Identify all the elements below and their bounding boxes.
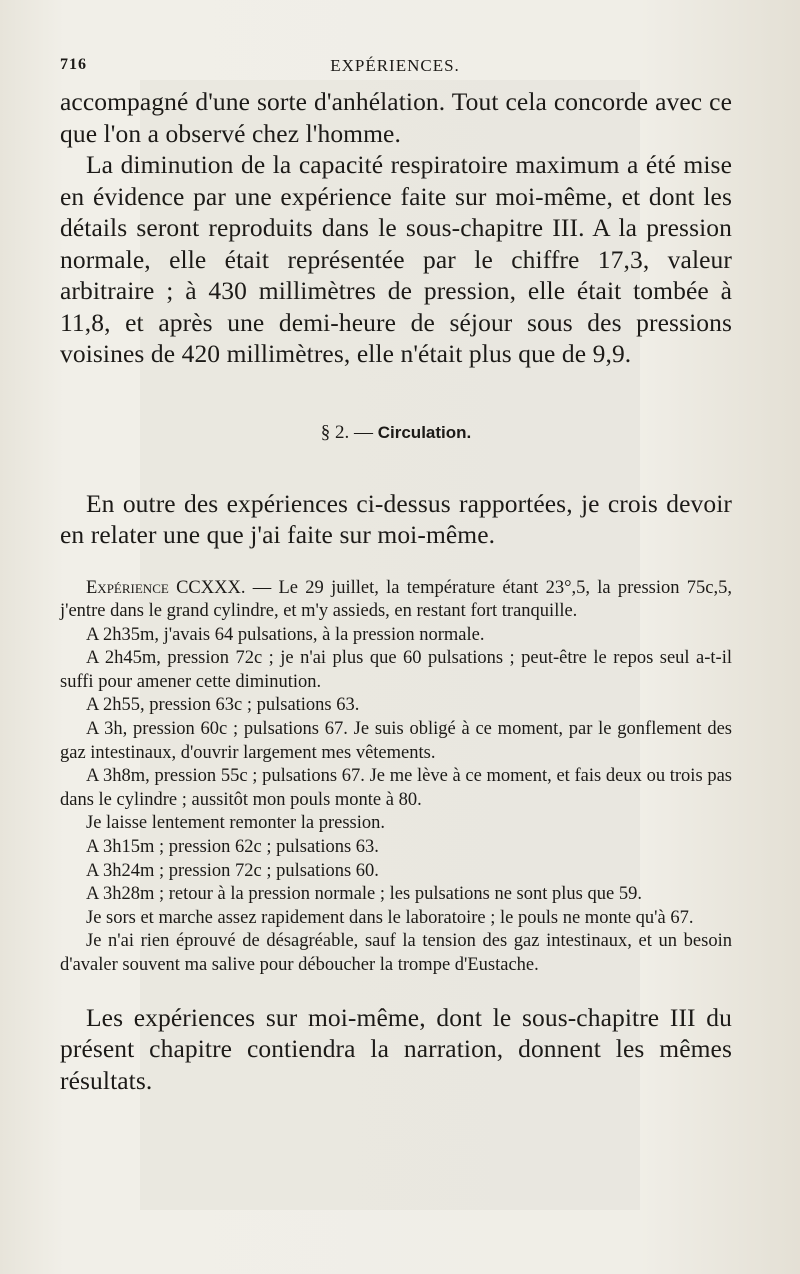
experiment-line: A 2h55, pression 63c ; pulsations 63. xyxy=(86,695,360,716)
paragraph-intro xyxy=(60,488,732,551)
section-title: Circulation. xyxy=(377,422,472,442)
experiment-line: A 3h8m, pression 55c ; pulsations 67. Je me lève à ce moment, et fais deux ou trois pas dans le cylindre ; aussitôt mon pouls monte à 80. xyxy=(60,766,732,810)
paragraph-text: La diminution de la capacité respiratoire maximum a été mise en évidence par une expérience faite sur moi-même, et dont les détails seront reproduits dans le sous-chapitre III. A la pression normale, elle était représentée par le chiffre 17,3, valeur arbitraire ; à 430 millimètres de pression, elle était tombée à 11,8, et après une demi-heure de séjour sous des pressions voisines de 420 millimètres, elle n'était plus que de 9,9. xyxy=(60,150,732,368)
experiment-block xyxy=(60,577,732,978)
running-title: EXPÉRIENCES. xyxy=(330,56,460,75)
section-number: § 2. — xyxy=(320,421,373,443)
experiment-line: A 2h45m, pression 72c ; je n'ai plus que 60 pulsations ; peut-être le repos seul a-t-il suffi pour amener cette diminution. xyxy=(60,648,732,692)
page-body xyxy=(60,86,732,1096)
experiment-line: A 3h24m ; pression 72c ; pulsations 60. xyxy=(86,860,379,881)
experiment-line: A 3h, pression 60c ; pulsations 67. Je suis obligé à ce moment, par le gonflement des gaz intestinaux, d'ouvrir largement mes vêtements. xyxy=(60,719,732,763)
experiment-line: A 3h28m ; retour à la pression normale ; les pulsations ne sont plus que 59. xyxy=(86,884,642,905)
paragraph-respiratory-capacity xyxy=(60,149,732,370)
paragraph-text: En outre des expériences ci-dessus rapportées, je crois devoir en relater une que j'ai faite sur moi-même. xyxy=(60,488,732,549)
experiment-line: A 2h35m, j'avais 64 pulsations, à la pression normale. xyxy=(86,624,485,645)
experiment-heading xyxy=(60,577,732,624)
paragraph-conclusion xyxy=(60,1002,732,1097)
paragraph-continued: accompagné d'une sorte d'anhélation. Tout cela concorde avec ce que l'on a observé chez l'homme. xyxy=(60,87,732,148)
paragraph-text: Les expériences sur moi-même, dont le sous-chapitre III du présent chapitre contiendra la narration, donnent les mêmes résultats. xyxy=(60,1002,732,1095)
experiment-line: A 3h15m ; pression 62c ; pulsations 63. xyxy=(86,837,379,858)
experiment-line: Je n'ai rien éprouvé de désagréable, sauf la tension des gaz intestinaux, et un besoin d'avaler souvent ma salive pour déboucher la trompe d'Eustache. xyxy=(60,931,732,975)
running-header xyxy=(60,56,730,80)
section-heading xyxy=(60,422,732,452)
page-number: 716 xyxy=(60,56,87,73)
experiment-lead: — Le 29 juillet, la température étant 23°,5, la pression 75c,5, j'entre dans le grand cylindre, et m'y assieds, en restant fort tranquille. xyxy=(60,577,733,622)
experiment-line: Je sors et marche assez rapidement dans le laboratoire ; le pouls ne monte qu'à 67. xyxy=(86,907,694,928)
experiment-line: Je laisse lentement remonter la pression. xyxy=(86,813,385,834)
experiment-label: Expérience CCXXX. xyxy=(86,577,246,598)
